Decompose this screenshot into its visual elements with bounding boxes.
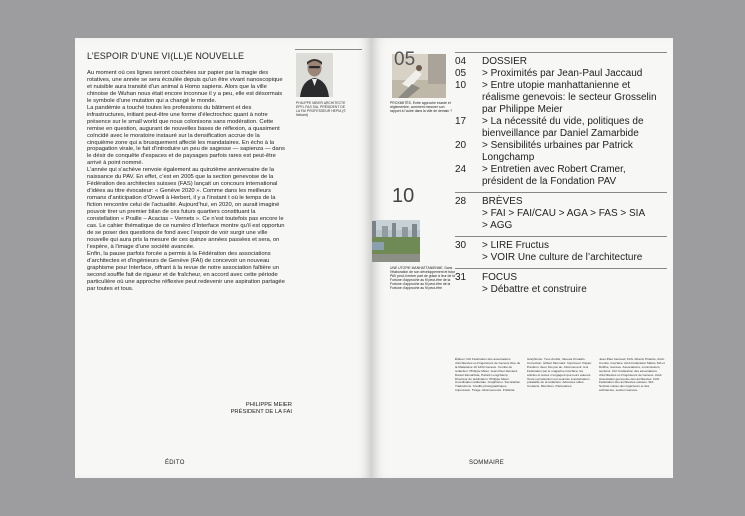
photo-caption: PROXIMITÉS. Entre approche exacte et réglementée, comment mesurer son rapport à l’autre dans la ville de demain ? <box>390 101 453 114</box>
edito-paragraph: Enfin, la pause parfois forcée a permis à la Fédération des associations d’architectes et d’ingénieurs de Genève (FAI) de concevoir un nouveau graphisme pour Interface, offrant à la revue de notre association faîtière un second souffle fait de rigueur et de fraîcheur, en accord avec cette période particulière où une approche réflexive peut redevenir une aspiration partagée par toutes et tous. <box>87 250 285 292</box>
toc-entry[interactable] <box>455 252 667 264</box>
toc-entry[interactable] <box>455 56 667 68</box>
toc-title: > Entre utopie manhattanienne et réalisme genevois: le secteur Grosselin par Philippe Meier <box>482 80 657 115</box>
toc-entry[interactable] <box>455 220 667 232</box>
edito-title: L’ESPOIR D’UNE VI(LL)E NOUVELLE <box>87 51 245 61</box>
toc-page-number <box>455 284 482 296</box>
photo-number: 10 <box>392 185 415 207</box>
toc-page-number <box>455 220 482 232</box>
edito-paragraph: Au moment où ces lignes seront couchées sur papier par la magie des rotatives, une année se sera écoulée depuis qu’un être vivant nanoscopique et nuisible aura transité d’un animal à Homo sapiens. Alors que la ville chinoise de Wuhan nous était encore inconnue il y a peu, elle est désormais le symbole d’une mutation qui a changé le monde. <box>87 70 283 104</box>
toc-title: > Sensibilités urbaines par Patrick Longchamp <box>482 140 633 163</box>
toc-title: FOCUS <box>482 272 517 283</box>
colophon-column: Graphisme: Yves Andrié, Vanesa Krmadlo. Correction: Gilbert Monnard. Imprimeur. Papier. Parution: deux fois par an. Abonnement: à la Fédération par le magazine Interface; les articles et textes n’engagent que leurs auteurs. Toute reproduction est soumise à autorisation préalable de la rédaction. Adresses utiles. Contacts. Membres. Partenaires. <box>527 357 592 389</box>
toc-page-number: 10 <box>455 80 467 91</box>
toc-entry[interactable] <box>455 80 667 116</box>
toc-entry[interactable] <box>455 240 667 252</box>
folio-edito: ÉDITO <box>165 460 185 466</box>
toc-title: > Débattre et construire <box>482 284 587 295</box>
toc-entry[interactable] <box>455 116 667 140</box>
toc-section-dossier <box>455 52 667 192</box>
toc-title: > FAI > FAI/CAU > AGA > FAS > SIA <box>482 208 646 219</box>
toc-page-number: 17 <box>455 116 467 127</box>
table-of-contents <box>455 52 667 300</box>
toc-entry[interactable] <box>455 140 667 164</box>
portrait-caption: PHILIPPE MEIER ARCHITECTE EPFL FAS SIA, PRÉSIDENT DE LA FAI PROFESSEUR HEPIA (© Nekard) <box>296 101 346 118</box>
edito-paragraph: L’année qui s’achève renvoie également au quinzième anniversaire de la naissance du PAV. En effet, c’est en 2005 que la section genevoise de la Fédération des architectes suisses (FAS) lançait un concours international d’idées au titre évocateur: « Genève 2020 ». Comme dans les meilleurs romans d’anticipation d’Orwell à Herbert, il y a l’instant t où le temps de la fiction rencontre celui de l’actualité. Aujourd’hui, en 2020, on aurait imaginé pouvoir tirer un premier bilan de ces futurs quartiers constituant la constellation « Praille – Acacias – Vernets ». Ce n’est toutefois pas encore le cas. Le cahier thématique de ce numéro d’Interface montre qu’il est opportun de se poser des questions de fond avec l’espoir de voir surgir une ville nouvelle qui aura pris la mesure de ces quinze années passées et sera, on l’espère, à l’image d’une société avancée. <box>87 167 285 250</box>
signature <box>231 402 292 416</box>
toc-title: > Proximités par Jean-Paul Jaccaud <box>482 68 643 79</box>
edito-paragraph: La pandémie a touché toutes les professions du bâtiment et des infrastructures, initiant peut-être une forme d’électrochoc quant à notre présence sur le small world que nous colonisons sans modération. Cette remise en question, augurant de nouvelles bases de réflexion, a quasiment coïncidé avec le moratoire instauré sur la densification accrue de la cinquième zone qui a brusquement affecté les mandataires. En écho à la propagation virale, le fait d’introduire un peu de sagesse — sapienza — dans le désir de conquête d’espaces et de paysages parfois rares est peut-être arrivé à point nommé. <box>87 104 285 167</box>
colophon-column: Jean-Paul Jaccaud, FAS. Alberto Pinardo, AGA. Comité, Interface. AGA Fédération Maître SIA et Dollfus, Genève. Associations, commissions, sections. FAI: Fédération des associations d’architectes et d’ingénieurs de Genève. AGA: Association genevoise des architectes. FAS: Fédération des architectes suisses. SIA: Société suisse des ingénieurs et des architectes, section Genève. <box>599 357 665 393</box>
photo-manhattan <box>372 220 420 262</box>
toc-title: > LIRE Fructus <box>482 240 549 251</box>
toc-page-number: 28 <box>455 196 467 207</box>
colophon-column: Éditeur: FAI Fédération des associations d’architectes et d’ingénieurs de Genève Rue de la Madeleine 16 1204 Genève. Comité de rédaction: Philippe Meier, Jean-Paul Jaccaud, Daniel Zamarbide, Patrick Longchamp. Directeur de publication: Philippe Meier. Coordination éditoriale. Graphisme. Secrétariat. Traductions. Crédits photographiques. Impression. Tirage. Abonnements. Publicité. <box>455 357 521 393</box>
toc-title: > AGG <box>482 220 513 231</box>
toc-entry[interactable] <box>455 284 667 296</box>
toc-title: DOSSIER <box>482 56 528 67</box>
folio-sommaire: SOMMAIRE <box>469 460 505 466</box>
colophon <box>455 358 665 393</box>
toc-page-number: 05 <box>455 68 467 79</box>
sommaire-page <box>372 38 673 478</box>
divider <box>295 49 362 50</box>
toc-title: > La nécessité du vide, politiques de bienveillance par Daniel Zamarbide <box>482 116 644 139</box>
magazine-spread <box>75 38 673 478</box>
photo-number: 05 <box>394 49 416 70</box>
toc-page-number: 04 <box>455 56 467 67</box>
signature-role: PRÉSIDENT DE LA FAI <box>230 409 292 415</box>
toc-page-number: 30 <box>455 240 467 251</box>
edito-page <box>75 38 372 478</box>
toc-page-number <box>455 208 482 220</box>
toc-section-lire <box>455 236 667 268</box>
toc-page-number: 20 <box>455 140 467 151</box>
toc-title: > Entretien avec Robert Cramer, président de la Fondation PAV <box>482 164 626 187</box>
toc-entry[interactable] <box>455 164 667 188</box>
toc-entry[interactable] <box>455 208 667 220</box>
toc-page-number <box>455 252 482 264</box>
toc-entry[interactable] <box>455 272 667 284</box>
toc-entry[interactable] <box>455 68 667 80</box>
toc-page-number: 31 <box>455 272 467 283</box>
toc-page-number: 24 <box>455 164 467 175</box>
toc-entry[interactable] <box>455 196 667 208</box>
toc-title: BRÈVES <box>482 196 523 207</box>
photo-caption: UNE UTOPIE MANHATTANIENNE. Dans l’élaboration de son développement et futur PAV peut-il entrer part de grâce à leur de la Fortune d’approche au fil peut-être de la Fortune d’approche au fil peut-être de la Fortune d’approche au fil peut-être <box>390 266 456 291</box>
toc-section-focus <box>455 268 667 300</box>
toc-section-breves <box>455 192 667 236</box>
edito-body <box>87 70 287 293</box>
signature-name: PHILIPPE MEIER <box>245 402 292 408</box>
portrait-photo <box>296 53 333 97</box>
toc-title: > VOIR Une culture de l’architecture <box>482 252 643 263</box>
